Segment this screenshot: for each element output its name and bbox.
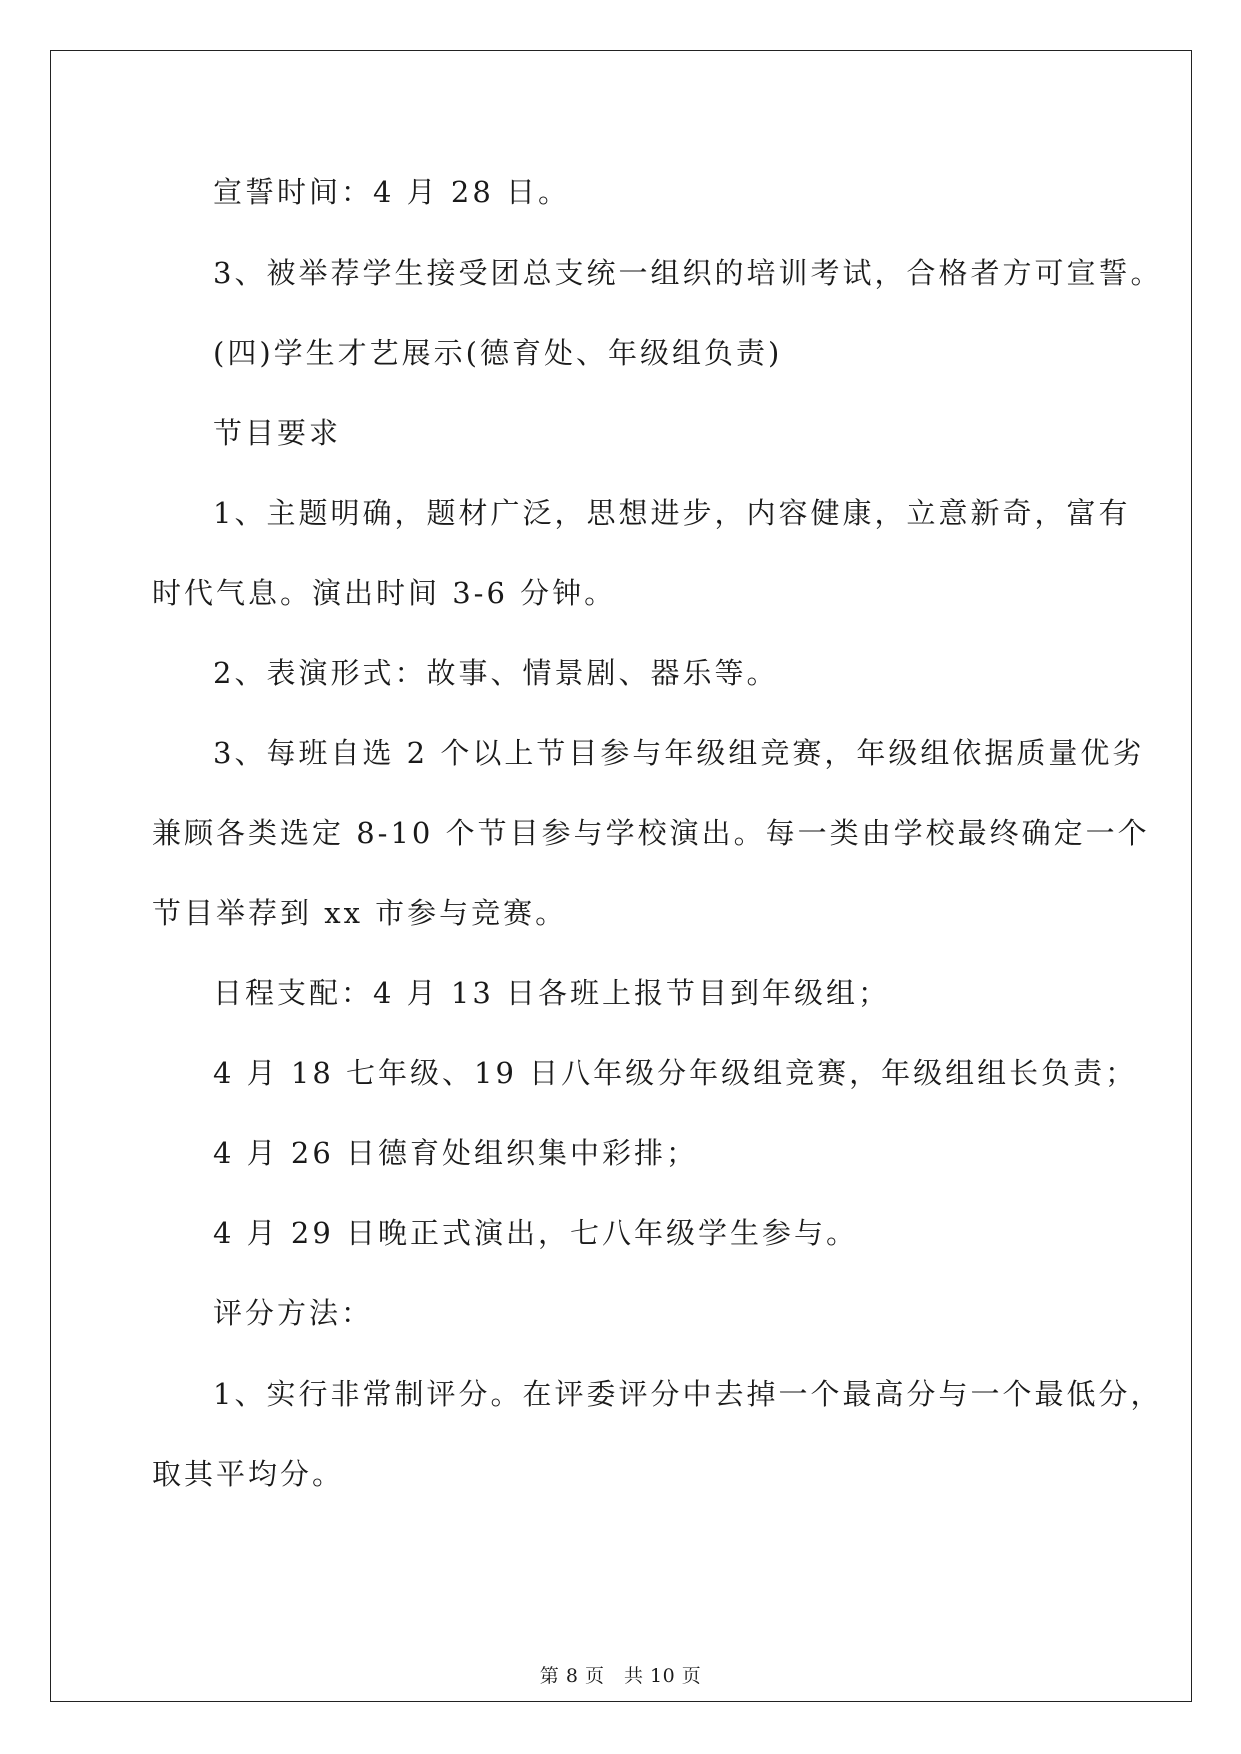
text-line: (四)学生才艺展示(德育处、年级组负责) xyxy=(213,336,783,370)
text-line: 兼顾各类选定 8-10 个节目参与学校演出。每一类由学校最终确定一个 xyxy=(152,816,1150,850)
text-line: 4 月 26 日德育处组织集中彩排； xyxy=(213,1136,699,1170)
page-footer: 第 8 页 共 10 页 xyxy=(539,1665,702,1687)
text-line: 1、主题明确，题材广泛，思想进步，内容健康，立意新奇，富有 xyxy=(213,496,1131,530)
text-line: 宣誓时间：4 月 28 日。 xyxy=(213,175,571,209)
text-line: 2、表演形式：故事、情景剧、器乐等。 xyxy=(213,656,779,690)
text-line: 日程支配：4 月 13 日各班上报节目到年级组； xyxy=(213,976,891,1010)
text-line: 4 月 18 七年级、19 日八年级分年级组竞赛，年级组组长负责； xyxy=(213,1056,1138,1090)
text-line: 3、每班自选 2 个以上节目参与年级组竞赛，年级组依据质量优劣 xyxy=(213,736,1145,770)
text-line: 3、被举荐学生接受团总支统一组织的培训考试，合格者方可宣誓。 xyxy=(213,256,1163,290)
text-line: 节目举荐到 xx 市参与竞赛。 xyxy=(152,896,568,930)
text-line: 节目要求 xyxy=(213,416,342,450)
text-line: 1、实行非常制评分。在评委评分中去掉一个最高分与一个最低分， xyxy=(213,1377,1163,1411)
text-line: 评分方法： xyxy=(213,1296,374,1330)
text-line: 取其平均分。 xyxy=(152,1457,345,1491)
text-line: 时代气息。演出时间 3-6 分钟。 xyxy=(152,576,617,610)
text-line: 4 月 29 日晚正式演出，七八年级学生参与。 xyxy=(213,1216,859,1250)
